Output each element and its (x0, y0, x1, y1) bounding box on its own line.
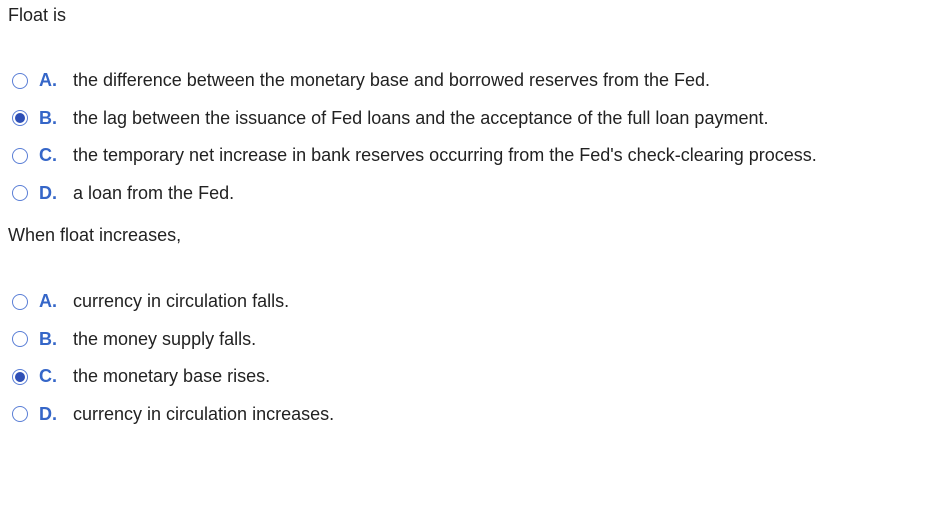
q1-option-b-text: the lag between the issuance of Fed loans and the acceptance of the full loan payment. (73, 107, 769, 128)
q2-option-b[interactable] (12, 321, 334, 359)
q2-option-d[interactable] (12, 396, 334, 434)
q2-option-a-letter: A. (39, 291, 57, 312)
q1-option-d-text: a loan from the Fed. (73, 182, 235, 203)
q2-option-b-radio[interactable] (12, 331, 28, 347)
q1-option-a-text: the difference between the monetary base and borrowed reserves from the Fed. (73, 70, 711, 91)
q1-option-d[interactable] (12, 175, 817, 213)
q1-option-c[interactable] (12, 137, 817, 175)
question-1-options (12, 62, 817, 212)
q2-option-a-text: currency in circulation falls. (73, 291, 290, 312)
q1-option-a-radio[interactable] (12, 73, 28, 89)
q1-option-b-radio[interactable] (12, 110, 28, 126)
question-2-options (12, 283, 334, 433)
q2-option-b-text: the money supply falls. (73, 328, 257, 349)
q1-option-b-letter: B. (39, 107, 57, 128)
q1-option-d-letter: D. (39, 182, 57, 203)
q1-option-c-radio[interactable] (12, 148, 28, 164)
q1-option-c-letter: C. (39, 145, 57, 166)
q2-option-b-letter: B. (39, 328, 57, 349)
q1-option-d-radio[interactable] (12, 185, 28, 201)
q1-option-a-letter: A. (39, 70, 57, 91)
q1-option-c-text: the temporary net increase in bank reserves occurring from the Fed's check-clearing process. (73, 145, 817, 166)
question-1-prompt: Float is (8, 5, 67, 25)
q2-option-c-text: the monetary base rises. (73, 366, 271, 387)
q2-option-d-letter: D. (39, 403, 57, 424)
q2-option-c[interactable] (12, 358, 334, 396)
q2-option-d-text: currency in circulation increases. (73, 403, 335, 424)
q2-option-c-radio[interactable] (12, 369, 28, 385)
q1-option-b[interactable] (12, 100, 817, 138)
q2-option-d-radio[interactable] (12, 406, 28, 422)
q2-option-a[interactable] (12, 283, 334, 321)
q1-option-a[interactable] (12, 62, 817, 100)
q2-option-a-radio[interactable] (12, 294, 28, 310)
question-2-prompt: When float increases, (8, 225, 182, 245)
q2-option-c-letter: C. (39, 366, 57, 387)
